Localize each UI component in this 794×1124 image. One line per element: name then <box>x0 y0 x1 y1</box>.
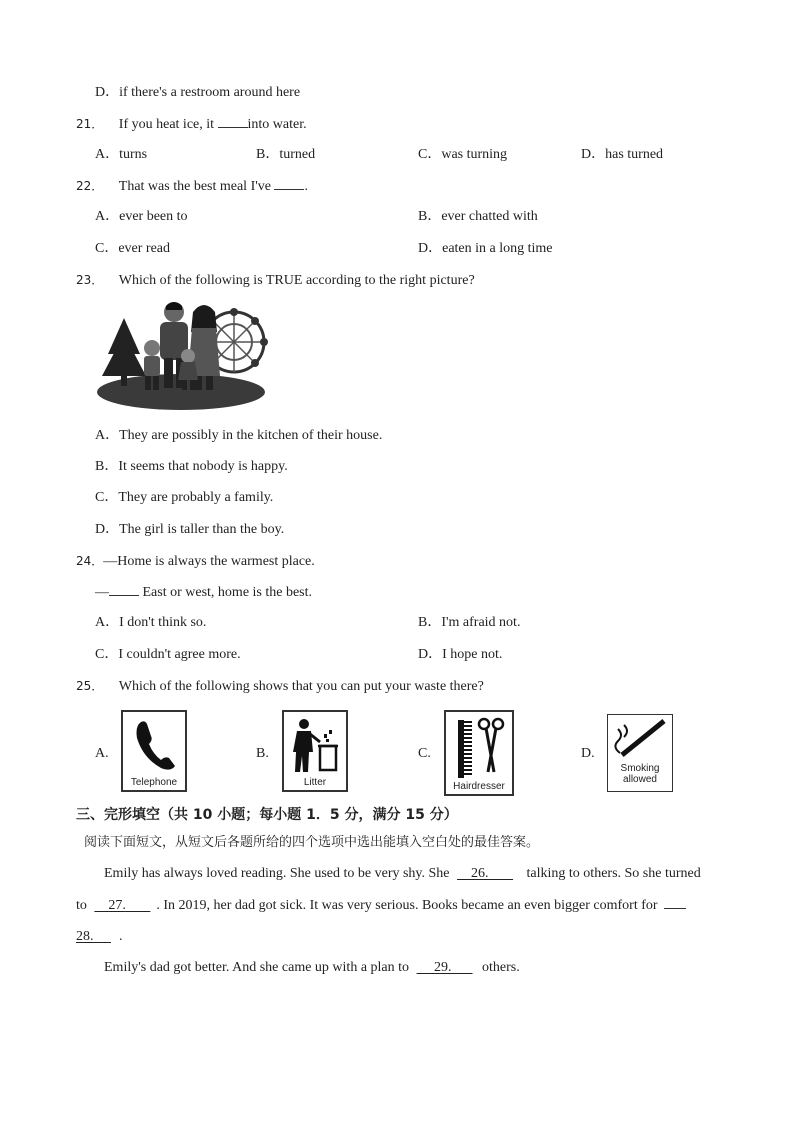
q22-option-a[interactable]: A．ever been to <box>95 209 188 224</box>
q20-option-d: D．if there's a restroom around here <box>95 85 301 100</box>
q23-number: 23． <box>76 273 104 287</box>
q21-option-c[interactable]: C．was turning <box>418 147 508 162</box>
passage-l1-before: Emily has always loved reading. She used to be very shy. She <box>104 866 454 881</box>
q22-blank <box>274 177 304 190</box>
q23-option-b[interactable]: B．It seems that nobody is happy. <box>95 459 288 474</box>
q22-option-d[interactable]: D．eaten in a long time <box>418 241 553 256</box>
section3-heading: 三、完形填空（共 10 小题；每小题 1．5 分，满分 15 分） <box>76 807 458 823</box>
q25-label-b[interactable]: B. <box>256 746 269 761</box>
litter-sign[interactable] <box>282 710 348 792</box>
passage-l2-after: . In 2019, her dad got sick. It was very serious. Books became an even bigger comfort for <box>156 898 658 913</box>
q24-option-b[interactable]: B．I'm afraid not. <box>418 615 521 630</box>
blank-28-label: 28. <box>76 929 94 944</box>
q21-stem <box>76 115 307 134</box>
q23-stem-text: Which of the following is TRUE according to the right picture? <box>118 273 475 288</box>
litter-caption: Litter <box>303 777 327 788</box>
q25-number: 25． <box>76 679 104 693</box>
smoking-allowed-caption <box>608 763 672 785</box>
q21-option-b[interactable]: B．turned <box>256 147 316 162</box>
passage-line-1 <box>104 865 701 883</box>
q25-label-a[interactable]: A. <box>95 746 109 761</box>
passage-l2-before: to <box>76 898 91 913</box>
passage-l1-after: talking to others. So she turned <box>523 866 701 881</box>
smoking-caption-line1: Smoking <box>620 763 660 774</box>
scissors-icon <box>479 719 503 772</box>
smoking-allowed-sign[interactable] <box>607 714 673 792</box>
q24-dash: — <box>95 585 109 600</box>
q24-line1 <box>76 552 315 571</box>
telephone-sign[interactable] <box>121 710 187 792</box>
q24-line1-text: —Home is always the warmest place. <box>103 554 315 569</box>
q21-stem-after: into water. <box>247 117 307 132</box>
q23-option-a[interactable]: A．They are possibly in the kitchen of their house. <box>95 428 383 443</box>
hairdresser-sign[interactable] <box>444 710 514 796</box>
blank-26[interactable] <box>457 866 513 881</box>
telephone-caption: Telephone <box>130 777 178 788</box>
q22-number: 22． <box>76 179 104 193</box>
q24-option-a[interactable]: A．I don't think so. <box>95 615 207 630</box>
q25-stem <box>76 677 484 696</box>
q22-stem-after: . <box>304 179 308 194</box>
blank-27[interactable] <box>94 898 150 913</box>
q24-option-d[interactable]: D．I hope not. <box>418 647 503 662</box>
q21-blank <box>218 115 248 128</box>
smoking-allowed-icon <box>608 715 672 763</box>
passage-p2-before: Emily's dad got better. And she came up with a plan to <box>104 960 413 975</box>
blank-27-label: 27. <box>108 898 126 913</box>
q24-blank <box>109 583 139 596</box>
blank-29[interactable] <box>417 960 473 975</box>
hairdresser-caption: Hairdresser <box>453 781 505 792</box>
q23-stem <box>76 271 475 290</box>
q21-option-d[interactable]: D．has turned <box>581 147 664 162</box>
q22-option-c[interactable]: C．ever read <box>95 241 171 256</box>
blank-29-label: 29. <box>434 960 452 975</box>
q22-option-b[interactable]: B．ever chatted with <box>418 209 538 224</box>
line-end-blank <box>664 896 686 909</box>
q21-option-a[interactable]: A．turns <box>95 147 148 162</box>
passage-line-2 <box>76 896 686 915</box>
section3-instruction: 阅读下面短文，从短文后各题所给的四个选项中选出能填入空白处的最佳答案。 <box>84 835 540 850</box>
q25-label-c[interactable]: C. <box>418 746 431 761</box>
q24-number: 24． <box>76 554 104 568</box>
telephone-icon <box>123 712 185 778</box>
passage-line-4 <box>104 959 520 977</box>
q21-stem-before: If you heat ice, it <box>118 117 218 132</box>
family-picture <box>94 298 268 414</box>
q22-stem <box>76 177 308 196</box>
hairdresser-icon <box>446 712 512 782</box>
q24-option-c[interactable]: C．I couldn't agree more. <box>95 647 241 662</box>
blank-26-label: 26. <box>471 866 489 881</box>
litter-icon <box>284 712 346 778</box>
q24-line2 <box>95 583 312 602</box>
passage-l3-after: . <box>119 929 123 944</box>
q22-stem-before: That was the best meal I've <box>118 179 275 194</box>
passage-line-3 <box>76 928 123 946</box>
smoking-caption-line2: allowed <box>623 774 657 785</box>
q23-option-c[interactable]: C．They are probably a family. <box>95 490 274 505</box>
q25-stem-text: Which of the following shows that you can put your waste there? <box>118 679 484 694</box>
q25-label-d[interactable]: D. <box>581 746 595 761</box>
q23-option-d[interactable]: D．The girl is taller than the boy. <box>95 522 285 537</box>
blank-28[interactable] <box>76 929 111 944</box>
q21-number: 21． <box>76 117 104 131</box>
passage-p2-after: others. <box>478 960 520 975</box>
comb-icon <box>458 720 472 778</box>
q24-line2-text: East or west, home is the best. <box>139 585 313 600</box>
